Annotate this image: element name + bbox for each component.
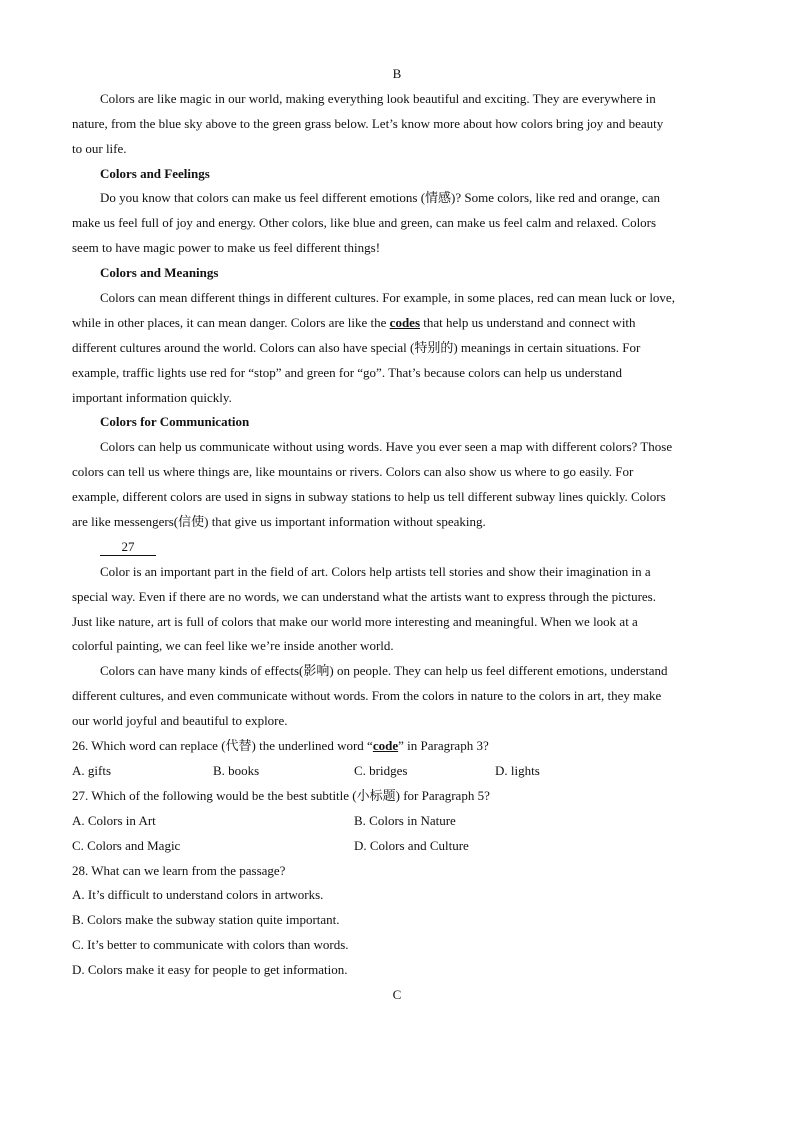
- heading-colors-for-communication: Colors for Communication: [100, 414, 250, 430]
- paragraph-line: seem to have magic power to make us feel different things!: [72, 240, 381, 256]
- paragraph-line: Just like nature, art is full of colors that make our world more interesting and meaningful. When we look at a: [72, 613, 638, 629]
- paragraph-line: important information quickly.: [72, 389, 232, 405]
- subtitle-blank-line: [72, 535, 722, 560]
- option-b: B. books: [213, 762, 260, 778]
- intro-line: to our life.: [72, 140, 127, 156]
- paragraph-line: colorful painting, we can feel like we’re inside another world.: [72, 638, 394, 654]
- question-28: 28. What can we learn from the passage?: [72, 862, 286, 878]
- text-segment: while in other places, it can mean danger. Colors are like the: [72, 314, 390, 330]
- intro-line: Colors are like magic in our world, making everything look beautiful and exciting. They are everywhere in: [100, 90, 656, 106]
- option-a: A. Colors in Art: [72, 812, 156, 828]
- paragraph-line: example, different colors are used in signs in subway stations to help us tell different subway lines quickly. Colors: [72, 489, 666, 505]
- option-d: D. Colors and Culture: [354, 837, 469, 853]
- question-27-options-row-2: [72, 834, 722, 859]
- option-c: C. Colors and Magic: [72, 837, 181, 853]
- paragraph-line: [72, 311, 722, 336]
- option-d: D. lights: [495, 762, 540, 778]
- paragraph-line: Colors can mean different things in different cultures. For example, in some places, red can mean luck or love,: [100, 290, 675, 306]
- underlined-word-codes: codes: [389, 314, 421, 330]
- option-a: A. gifts: [72, 762, 111, 778]
- document-page: [72, 62, 722, 1008]
- option-d: D. Colors make it easy for people to get information.: [72, 962, 348, 978]
- paragraph-line: are like messengers(信使) that give us important information without speaking.: [72, 514, 486, 530]
- paragraph-line: colors can tell us where things are, like mountains or rivers. Colors can also show us where to go easily. For: [72, 464, 634, 480]
- paragraph-line: Colors can have many kinds of effects(影响) on people. They can help us feel different emotions, understand: [100, 663, 668, 679]
- paragraph-line: Do you know that colors can make us feel different emotions (情感)? Some colors, like red and orange, can: [100, 190, 661, 206]
- paragraph-line: different cultures, and even communicate without words. From the colors in nature to the colors in art, they make: [72, 688, 662, 704]
- section-label-c: C: [392, 986, 402, 1002]
- underlined-word-code: code: [372, 738, 399, 754]
- option-c: C. It’s better to communicate with colors than words.: [72, 937, 349, 953]
- option-b: B. Colors make the subway station quite important.: [72, 912, 340, 928]
- subtitle-blank: 27: [100, 539, 156, 556]
- question-27-options-row-1: [72, 809, 722, 834]
- paragraph-line: example, traffic lights use red for “stop” and green for “go”. That’s because colors can help us understand: [72, 364, 623, 380]
- paragraph-line: special way. Even if there are no words, we can understand what the artists want to express through the pictures.: [72, 588, 656, 604]
- paragraph-line: different cultures around the world. Colors can also have special (特别的) meanings in certain situations. For: [72, 339, 641, 355]
- text-segment: that help us understand and connect with: [420, 314, 636, 330]
- question-text: ” in Paragraph 3?: [398, 738, 489, 754]
- option-c: C. bridges: [354, 762, 408, 778]
- paragraph-line: Color is an important part in the field of art. Colors help artists tell stories and show their imagination in a: [100, 563, 651, 579]
- paragraph-line: Colors can help us communicate without using words. Have you ever seen a map with different colors? Those: [100, 439, 673, 455]
- question-27: 27. Which of the following would be the best subtitle (小标题) for Paragraph 5?: [72, 787, 490, 803]
- heading-colors-and-meanings: Colors and Meanings: [100, 265, 219, 281]
- paragraph-line: our world joyful and beautiful to explore.: [72, 713, 288, 729]
- heading-colors-and-feelings: Colors and Feelings: [100, 165, 210, 181]
- intro-line: nature, from the blue sky above to the green grass below. Let’s know more about how colors bring joy and beauty: [72, 115, 664, 131]
- question-text: 26. Which word can replace (代替) the underlined word “: [72, 738, 373, 754]
- option-a: A. It’s difficult to understand colors in artworks.: [72, 887, 324, 903]
- option-b: B. Colors in Nature: [354, 812, 456, 828]
- question-26: [72, 734, 722, 759]
- paragraph-line: make us feel full of joy and energy. Other colors, like blue and green, can make us feel calm and relaxed. Colors: [72, 215, 657, 231]
- section-label-b: B: [392, 66, 402, 81]
- question-26-options: [72, 759, 722, 784]
